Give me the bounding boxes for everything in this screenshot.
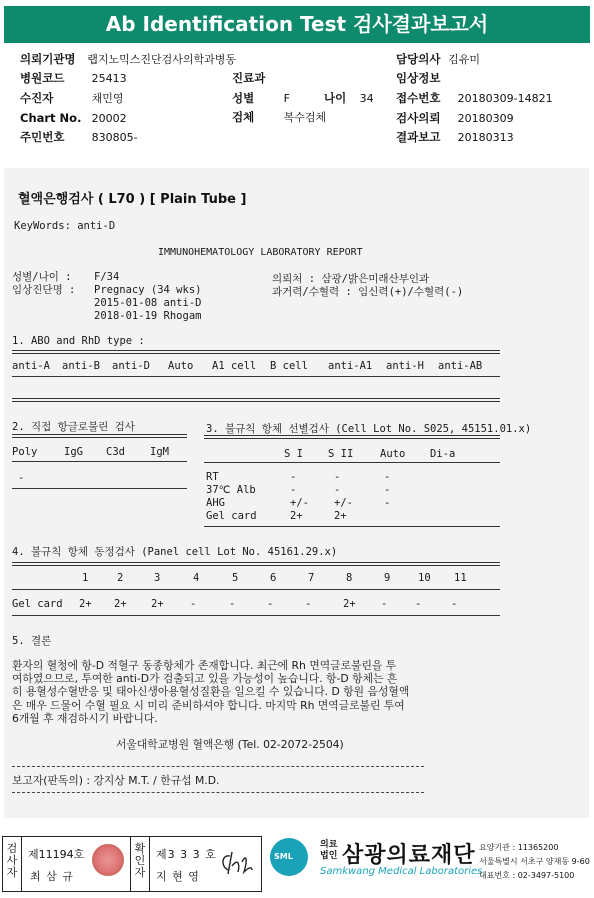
conclusion-line: 은 매우 드물어 수혈 필요 시 미리 준비하셔야 합니다. 마지막 Rh 면역글로불린 투여 [12,698,405,712]
panel-cell-number: 1 [82,572,89,584]
specimen-value: 복수검체 [283,111,327,124]
abo-column-header: A1 cell [212,360,257,372]
confirmer-name: 지 현 영 [156,870,200,883]
diagnosis-label: 임상진단명 : [12,284,76,296]
corp-english-name: Samkwang Medical Laboratories [320,866,483,877]
footer [2,836,592,894]
screen-column-header: Di-a [430,448,456,460]
dat-column-header: Poly [12,446,38,458]
report-title: Ab Identification Test 검사결과보고서 [4,6,590,43]
sex-age-label: 성별/나이 : [12,271,72,283]
receipt-value: 20180309-14821 [457,92,553,105]
screen-value: - [334,471,341,483]
doctor-value: 김유미 [448,53,480,66]
screen-value: +/- [334,497,353,509]
screen-row-label: AHG [206,497,225,509]
sex-value: F [283,92,290,105]
section1-rule-top [12,350,500,354]
panel-cell-result: - [229,598,236,610]
panel-cell-number: 7 [308,572,315,584]
examiner-number: 제11194호 [28,848,85,861]
sml-logo-text: SML [274,852,293,861]
request-date-label: 검사의뢰 [396,111,441,125]
report-date-value: 20180313 [457,131,514,144]
report-paper [4,168,589,818]
panel-cell-number: 8 [346,572,353,584]
conclusion-line: 히 용혈성수혈반응 및 태아신생아용혈성질환을 일으킬 수 있습니다. D 항원 음성혈액 [12,685,410,699]
section4-rule-mid [12,589,500,590]
conclusion-line: 6개월 후 재검하시기 바랍니다. [12,711,158,725]
diagnosis-value: Pregnacy (34 wks) [94,284,202,296]
panel-cell-result: - [305,598,312,610]
panel-cell-result: 2+ [114,598,127,610]
sex-label: 성별 [232,91,255,105]
panel-cell-number: 11 [454,572,467,584]
examiner-label: 검 사 자 [6,842,18,879]
confirmer-number: 제3 3 3 호 [156,848,217,861]
section4-rule-bottom [12,615,500,616]
screen-value: - [384,484,391,496]
panel-cell-number: 9 [384,572,391,584]
institution-label: 의뢰기관명 [20,52,76,66]
section3-rule-top [204,435,500,439]
panel-cell-number: 3 [154,572,161,584]
section3-rule-bottom [204,526,500,527]
screen-column-header: S I [284,448,303,460]
abo-column-header: anti-D [112,360,150,372]
agency-code: 요양기관 : 11365200 [479,843,559,852]
examiner-seal [92,844,124,876]
abo-column-header: anti-B [62,360,100,372]
patient-info [20,51,580,147]
history-1: 2015-01-08 anti-D [94,297,202,309]
section4-rule-top [12,562,500,566]
section2-rule-top [12,434,187,438]
name-label: 수진자 [20,91,54,105]
hospital-code-value: 25413 [91,72,127,85]
id-label: 주민번호 [20,130,65,144]
screen-value: +/- [290,497,309,509]
clinical-info-label: 임상정보 [396,71,441,85]
section3-title: 3. 불규칙 항체 선별검사 (Cell Lot No. S025, 45151.01.x) [206,423,532,435]
panel-cell-number: 4 [193,572,200,584]
section3-rule-mid [204,462,500,463]
screen-value: - [334,484,341,496]
section5-title: 5. 결론 [12,635,52,647]
dat-column-header: IgM [150,446,169,458]
corp-name: 삼광의료재단 [342,843,476,868]
report-date-label: 결과보고 [396,130,441,144]
screen-value: 2+ [290,510,303,522]
confirmer-label: 확 인 자 [134,842,146,879]
conclusion-line: 여하였으므로, 투여한 anti-D가 검출되고 있을 가능성이 높습니다. 항-D 항체는 흔 [12,672,398,686]
screen-row-label: RT [206,471,219,483]
screen-value: 2+ [334,510,347,522]
conclusion-text [12,659,512,725]
abo-column-header: anti-A [12,360,50,372]
receipt-label: 접수번호 [396,91,441,105]
lab-title: IMMUNOHEMATOLOGY LABORATORY REPORT [158,247,363,258]
section1-rule-bottom [12,398,500,402]
dat-column-header: C3d [106,446,125,458]
panel-cell-number: 6 [270,572,277,584]
specimen-label: 검체 [232,110,255,124]
abo-column-header: B cell [270,360,308,372]
abo-column-header: anti-A1 [328,360,373,372]
screen-column-header: S II [328,448,354,460]
name-value: 채민영 [91,92,124,105]
screen-row-label: Gel card [206,510,257,522]
doctor-label: 담당의사 [396,52,441,66]
past-history: 과거력/수혈력 : 임신력(+)/수혈력(-) [272,286,464,298]
panel-cell-result: - [267,598,274,610]
panel-cell-result: - [451,598,458,610]
screen-value: - [290,484,297,496]
section4-title: 4. 불규칙 항체 동정검사 (Panel cell Lot No. 45161.29.x) [12,546,338,558]
abo-column-header: Auto [168,360,194,372]
panel-cell-result: - [381,598,388,610]
abo-column-header: anti-AB [438,360,483,372]
department-label: 진료과 [232,71,266,85]
conclusion-line: 환자의 혈청에 항-D 적혈구 동종항체가 존재합니다. 최근에 Rh 면역글로불린을 투 [12,659,397,672]
abo-column-header: anti-H [386,360,424,372]
panel-cell-number: 5 [232,572,239,584]
request-date-value: 20180309 [457,112,514,125]
history-2: 2018-01-19 Rhogam [94,310,202,322]
dat-value: - [18,472,25,484]
screen-value: - [384,471,391,483]
panel-cell-number: 10 [418,572,431,584]
reporter-rule-top [12,766,424,767]
section2-rule-bottom [12,488,187,489]
id-value: 830805- [91,131,138,144]
confirmer-signature [218,848,254,878]
panel-cell-result: - [190,598,197,610]
screen-value: - [384,497,391,509]
screen-row-label: 37℃ Alb [206,484,256,496]
corp-phone: 대표번호 : 02-3497-5100 [479,871,575,880]
blood-bank: 서울대학교병원 혈액은행 (Tel. 02-2072-2504) [116,738,344,751]
institution-value: 랩지노믹스진단검사의학과병동 [87,53,236,66]
sex-age-value: F/34 [94,271,120,283]
panel-cell-number: 2 [117,572,124,584]
report-heading: 혈액은행검사 ( L70 ) [ Plain Tube ] [18,192,247,207]
dat-column-header: IgG [64,446,83,458]
examiner-name: 최 삼 규 [30,870,74,883]
panel-cell-result: - [415,598,422,610]
section2-title: 2. 직접 항글로불린 검사 [12,421,135,433]
chart-label: Chart No. [20,111,82,125]
corp-address: 서울특별시 서초구 양재동 9-60 [479,857,590,866]
requester: 의뢰처 : 삼광/밝은미래산부인과 [272,273,430,285]
age-value: 34 [359,92,374,105]
section4-row-label: Gel card [12,598,63,610]
age-label: 나이 [324,91,347,105]
panel-cell-result: 2+ [151,598,164,610]
corp-prefix: 의료법인 [320,840,338,861]
reporter-rule-bottom [12,792,424,793]
panel-cell-result: 2+ [79,598,92,610]
reporter: 보고자(판독의) : 강지상 M.T. / 한규섭 M.D. [12,774,220,787]
section1-rule-mid [12,376,500,377]
screen-value: - [290,471,297,483]
keywords: KeyWords: anti-D [14,220,116,232]
screen-column-header: Auto [380,448,406,460]
section2-rule-mid [12,461,187,462]
hospital-code-label: 병원코드 [20,71,65,85]
section1-title: 1. ABO and RhD type : [12,335,145,347]
panel-cell-result: 2+ [343,598,356,610]
chart-value: 20002 [91,112,127,125]
